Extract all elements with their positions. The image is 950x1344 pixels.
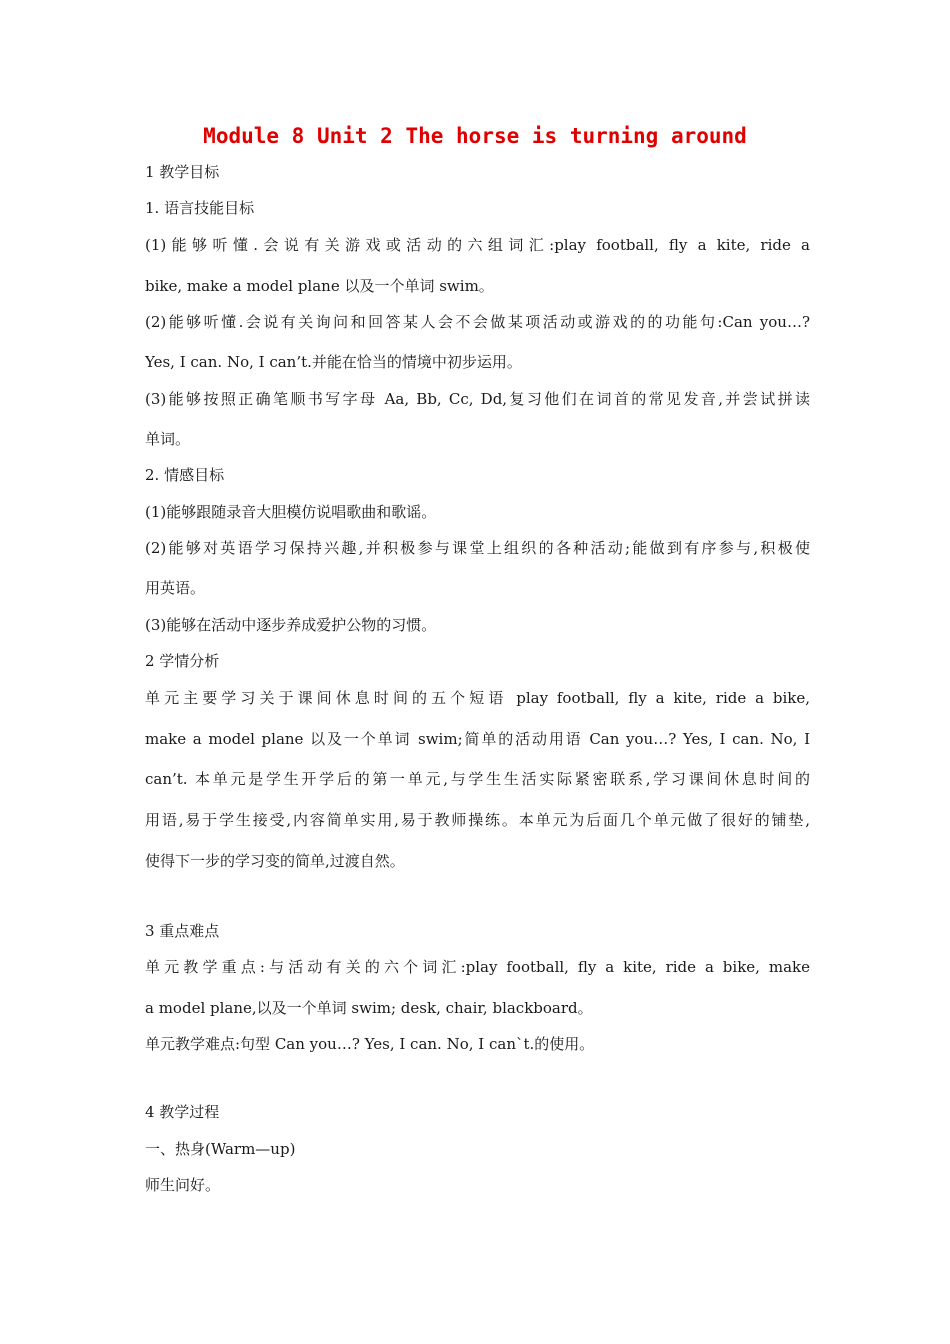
paragraph-line: 用语,易于学生接受,内容简单实用,易于教师操练。本单元为后面几个单元做了很好的铺垫, xyxy=(145,811,810,829)
paragraph-line: make a model plane 以及一个单词 swim;简单的活动用语 Can you…? Yes, I can. No, I xyxy=(145,730,810,748)
paragraph-line: (1)能够跟随录音大胆模仿说唱歌曲和歌谣。 xyxy=(145,503,437,521)
paragraph-line: can’t. 本单元是学生开学后的第一单元,与学生生活实际紧密联系,学习课间休息时间的 xyxy=(145,770,810,788)
paragraph-line: (2)能够对英语学习保持兴趣,并积极参与课堂上组织的各种活动;能做到有序参与,积极使 xyxy=(145,539,810,557)
paragraph-line: a model plane,以及一个单词 swim; desk, chair, blackboard。 xyxy=(145,999,593,1017)
section-heading-analysis: 2 学情分析 xyxy=(145,652,220,670)
paragraph-line: 单元教学难点:句型 Can you…? Yes, I can. No, I can`t.的使用。 xyxy=(145,1035,595,1053)
document-title: Module 8 Unit 2 The horse is turning around xyxy=(203,124,747,148)
paragraph-line: 单词。 xyxy=(145,430,191,448)
paragraph-line: (2)能够听懂.会说有关询问和回答某人会不会做某项活动或游戏的的功能句:Can you…? xyxy=(145,313,810,331)
paragraph-line: (3)能够按照正确笔顺书写字母 Aa, Bb, Cc, Dd,复习他们在词首的常见发音,并尝试拼读 xyxy=(145,390,810,408)
section-heading-process: 4 教学过程 xyxy=(145,1103,220,1121)
paragraph-line: 师生问好。 xyxy=(145,1176,221,1194)
paragraph-line: 单元主要学习关于课间休息时间的五个短语 play football, fly a kite, ride a bike, xyxy=(145,689,810,707)
section-heading-key-points: 3 重点难点 xyxy=(145,922,220,940)
subheading-warm-up: 一、热身(Warm—up) xyxy=(145,1140,296,1158)
paragraph-line: 使得下一步的学习变的简单,过渡自然。 xyxy=(145,852,405,870)
paragraph-line: 单元教学重点:与活动有关的六个词汇:play football, fly a kite, ride a bike, make xyxy=(145,958,810,976)
paragraph-line: 用英语。 xyxy=(145,579,206,597)
subheading-emotional-goals: 2. 情感目标 xyxy=(145,466,225,484)
paragraph-line: (1)能够听懂.会说有关游戏或活动的六组词汇:play football, fly a kite, ride a xyxy=(145,236,810,254)
section-heading-objectives: 1 教学目标 xyxy=(145,163,220,181)
paragraph-line: bike, make a model plane 以及一个单词 swim。 xyxy=(145,277,494,295)
subheading-language-skills: 1. 语言技能目标 xyxy=(145,199,255,217)
paragraph-line: (3)能够在活动中逐步养成爱护公物的习惯。 xyxy=(145,616,437,634)
paragraph-line: Yes, I can. No, I can’t.并能在恰当的情境中初步运用。 xyxy=(145,353,522,371)
